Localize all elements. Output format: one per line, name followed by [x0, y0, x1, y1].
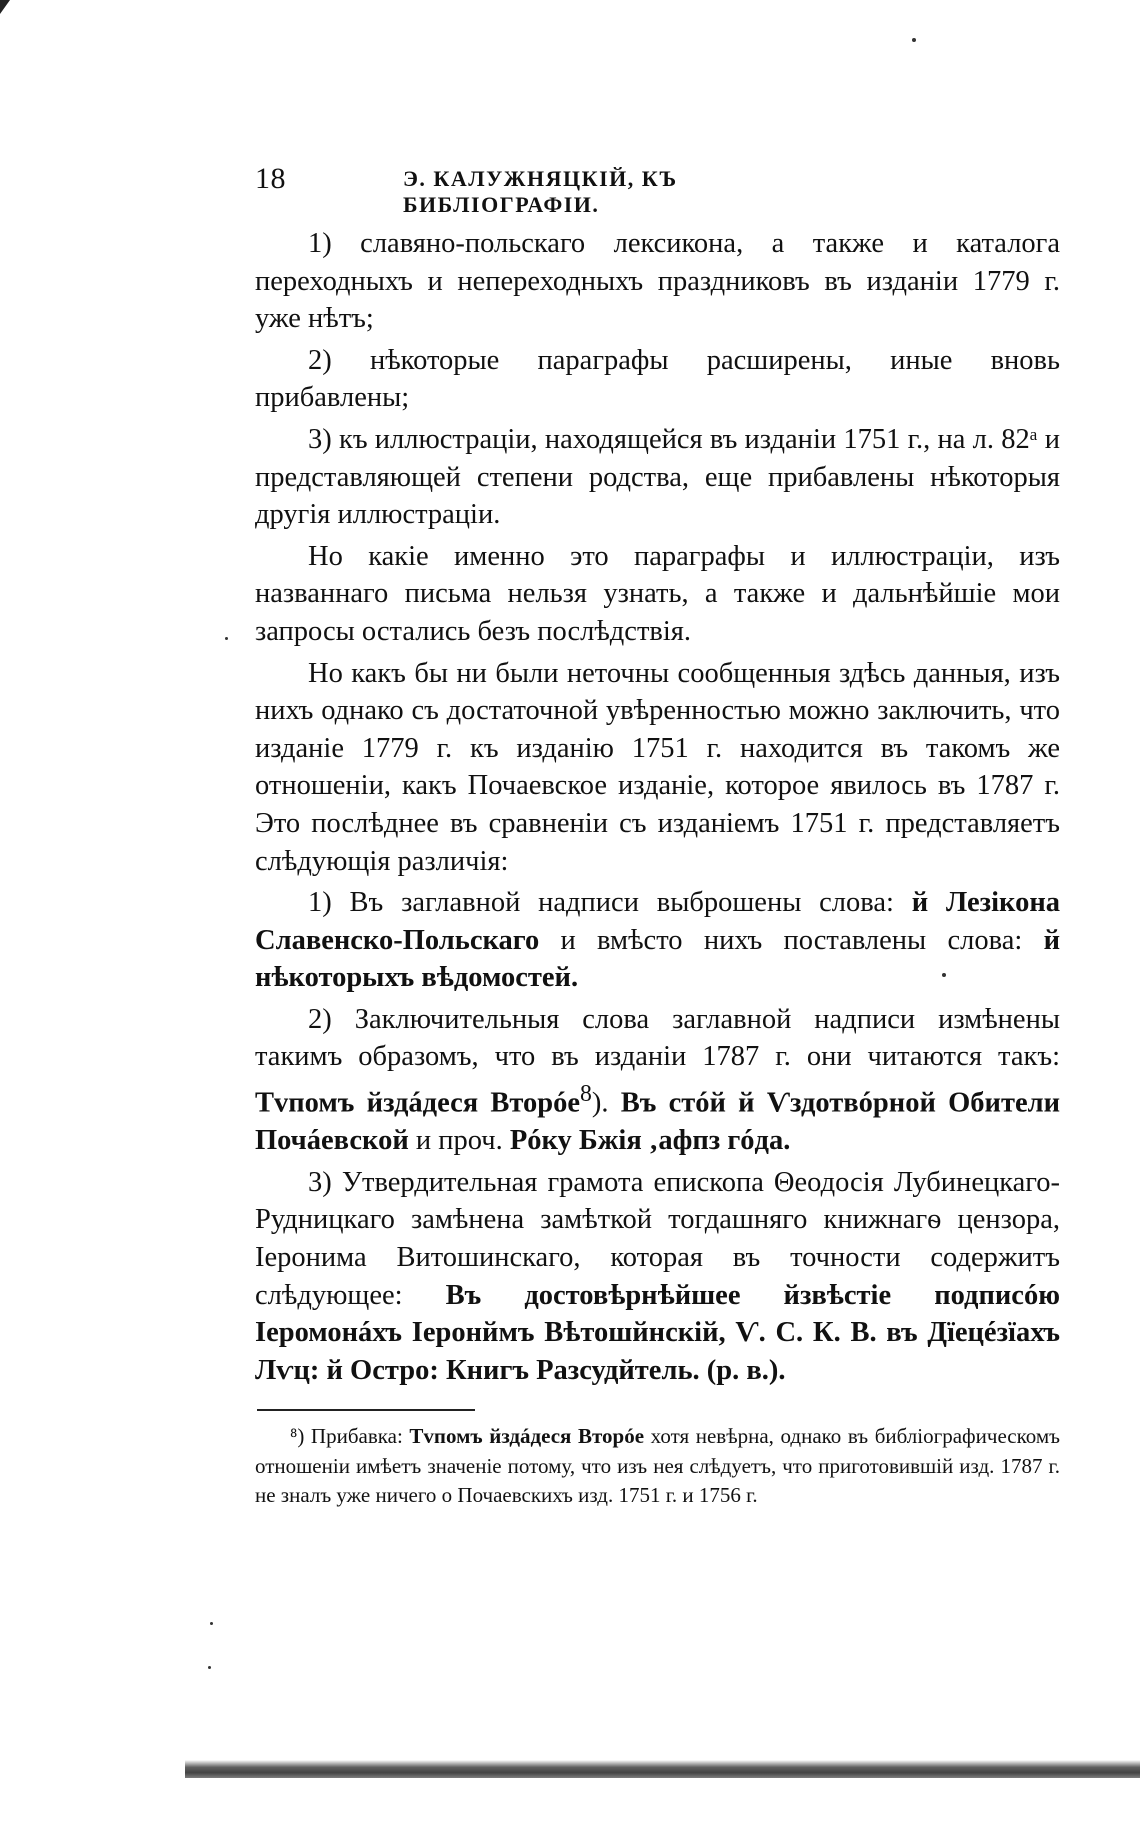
paragraph: 3) къ иллюстраціи, находящейся въ изданіи 1751 г., на л. 82ᵃ и представляющей степени родства, еще прибавлены нѣкоторыя другія иллюстраціи. [255, 423, 1060, 531]
item-text: 3) Утвердительная грамота епископа Θеодосія Лубинецкаго-Рудницкаго замѣнена замѣткой тогдашняго книжнагѳ цензора, Іеронима Витошинскаго, которая въ точности содержитъ слѣдующее: [255, 1166, 1060, 1311]
scan-speck [225, 637, 228, 640]
scan-speck [210, 1622, 213, 1625]
item-text: ). [591, 1087, 621, 1119]
scan-speck [208, 1666, 211, 1669]
item-text: и проч. [408, 1125, 510, 1157]
paragraph: Но какіе именно это параграфы и иллюстраціи, изъ названнаго письма нельзя узнать, а также и дальнѣйшіе мои запросы остались безъ послѣдствія. [255, 540, 1060, 647]
footnote-body: хотя невѣрна, однако въ библіографическомъ отношеніи имѣетъ значеніе потому, что изъ нея слѣдуетъ, что приготовившій изд. 1787 г. не зналъ уже ничего о Почаевскихъ изд. 1751 г. и 1756 г. [255, 1424, 1060, 1507]
church-slavonic-quote: Въ стóй й Ѵздотвóрной Обители Почáевской [255, 1087, 1061, 1157]
church-slavonic-quote: Въ достовѣрнѣйшее йзвѣстіе подписóю Іеромонáхъ Іеронймъ Вѣтошйнскій, Ѵ. С. К. В. въ Дїецéзїахъ Лѵц: й Остро: Книгъ Разсудйтель. (р. в.). [255, 1279, 1060, 1386]
scan-speck [912, 38, 916, 42]
scan-speck [942, 973, 946, 977]
main-text [255, 225, 1060, 1393]
church-slavonic-quote: й нѣкоторыхъ вѣдомостей. [255, 924, 1060, 994]
footnote-divider [257, 1409, 475, 1411]
scan-corner-mark [0, 0, 10, 14]
church-slavonic-quote: Тvпомъ йздáдеся Вторóе [255, 1087, 581, 1119]
church-slavonic-quote: й Лезікона Славенско-Польскаго [255, 887, 1060, 956]
footnote [255, 1422, 1060, 1511]
running-title: Э. КАЛУЖНЯЦКІЙ, КЪ БИБЛІОГРАФІИ. [403, 166, 678, 217]
difference-item-3 [255, 1164, 1060, 1390]
church-slavonic-quote: Тvпомъ йздáдеся Вторóе [409, 1424, 645, 1448]
footnote-reference: 8 [580, 1081, 592, 1108]
item-text: 1) Въ заглавной надписи выброшены слова: [308, 887, 912, 919]
paragraph: 2) нѣкоторые параграфы расширены, иные вновь прибавлены; [255, 344, 1060, 414]
difference-item-2 [255, 1001, 1060, 1160]
item-text: и вмѣсто нихъ поставлены слова: [539, 924, 1044, 956]
church-slavonic-quote: Рóку Бжія ‚афпз гóда. [509, 1125, 791, 1157]
difference-item-1 [255, 884, 1060, 997]
paragraph: Но какъ бы ни были неточны сообщенныя здѣсь данныя, изъ нихъ однако съ достаточной увѣренностью можно заключить, что изданіе 1779 г. къ изданію 1751 г. находится въ такомъ же отношеніи, какъ Почаевское изданіе, которое явилось въ 1787 г. Это послѣднее въ сравненіи съ изданіемъ 1751 г. представляетъ слѣдующія различія: [255, 657, 1060, 877]
footnote-text [255, 1422, 1060, 1511]
scan-bottom-edge [185, 1760, 1140, 1778]
footnote-marker: ⁸) [290, 1424, 305, 1448]
page-number: 18 [255, 162, 286, 195]
item-text: 2) Заключительныя слова заглавной надписи измѣнены такимъ образомъ, что въ изданіи 1787 г. они читаются такъ: [255, 1003, 1060, 1073]
paragraph: 1) славяно-польскаго лексикона, а также и каталога переходныхъ и непереходныхъ праздниковъ въ изданіи 1779 г. уже нѣтъ; [255, 228, 1060, 335]
footnote-label: Прибавка: [304, 1424, 410, 1448]
